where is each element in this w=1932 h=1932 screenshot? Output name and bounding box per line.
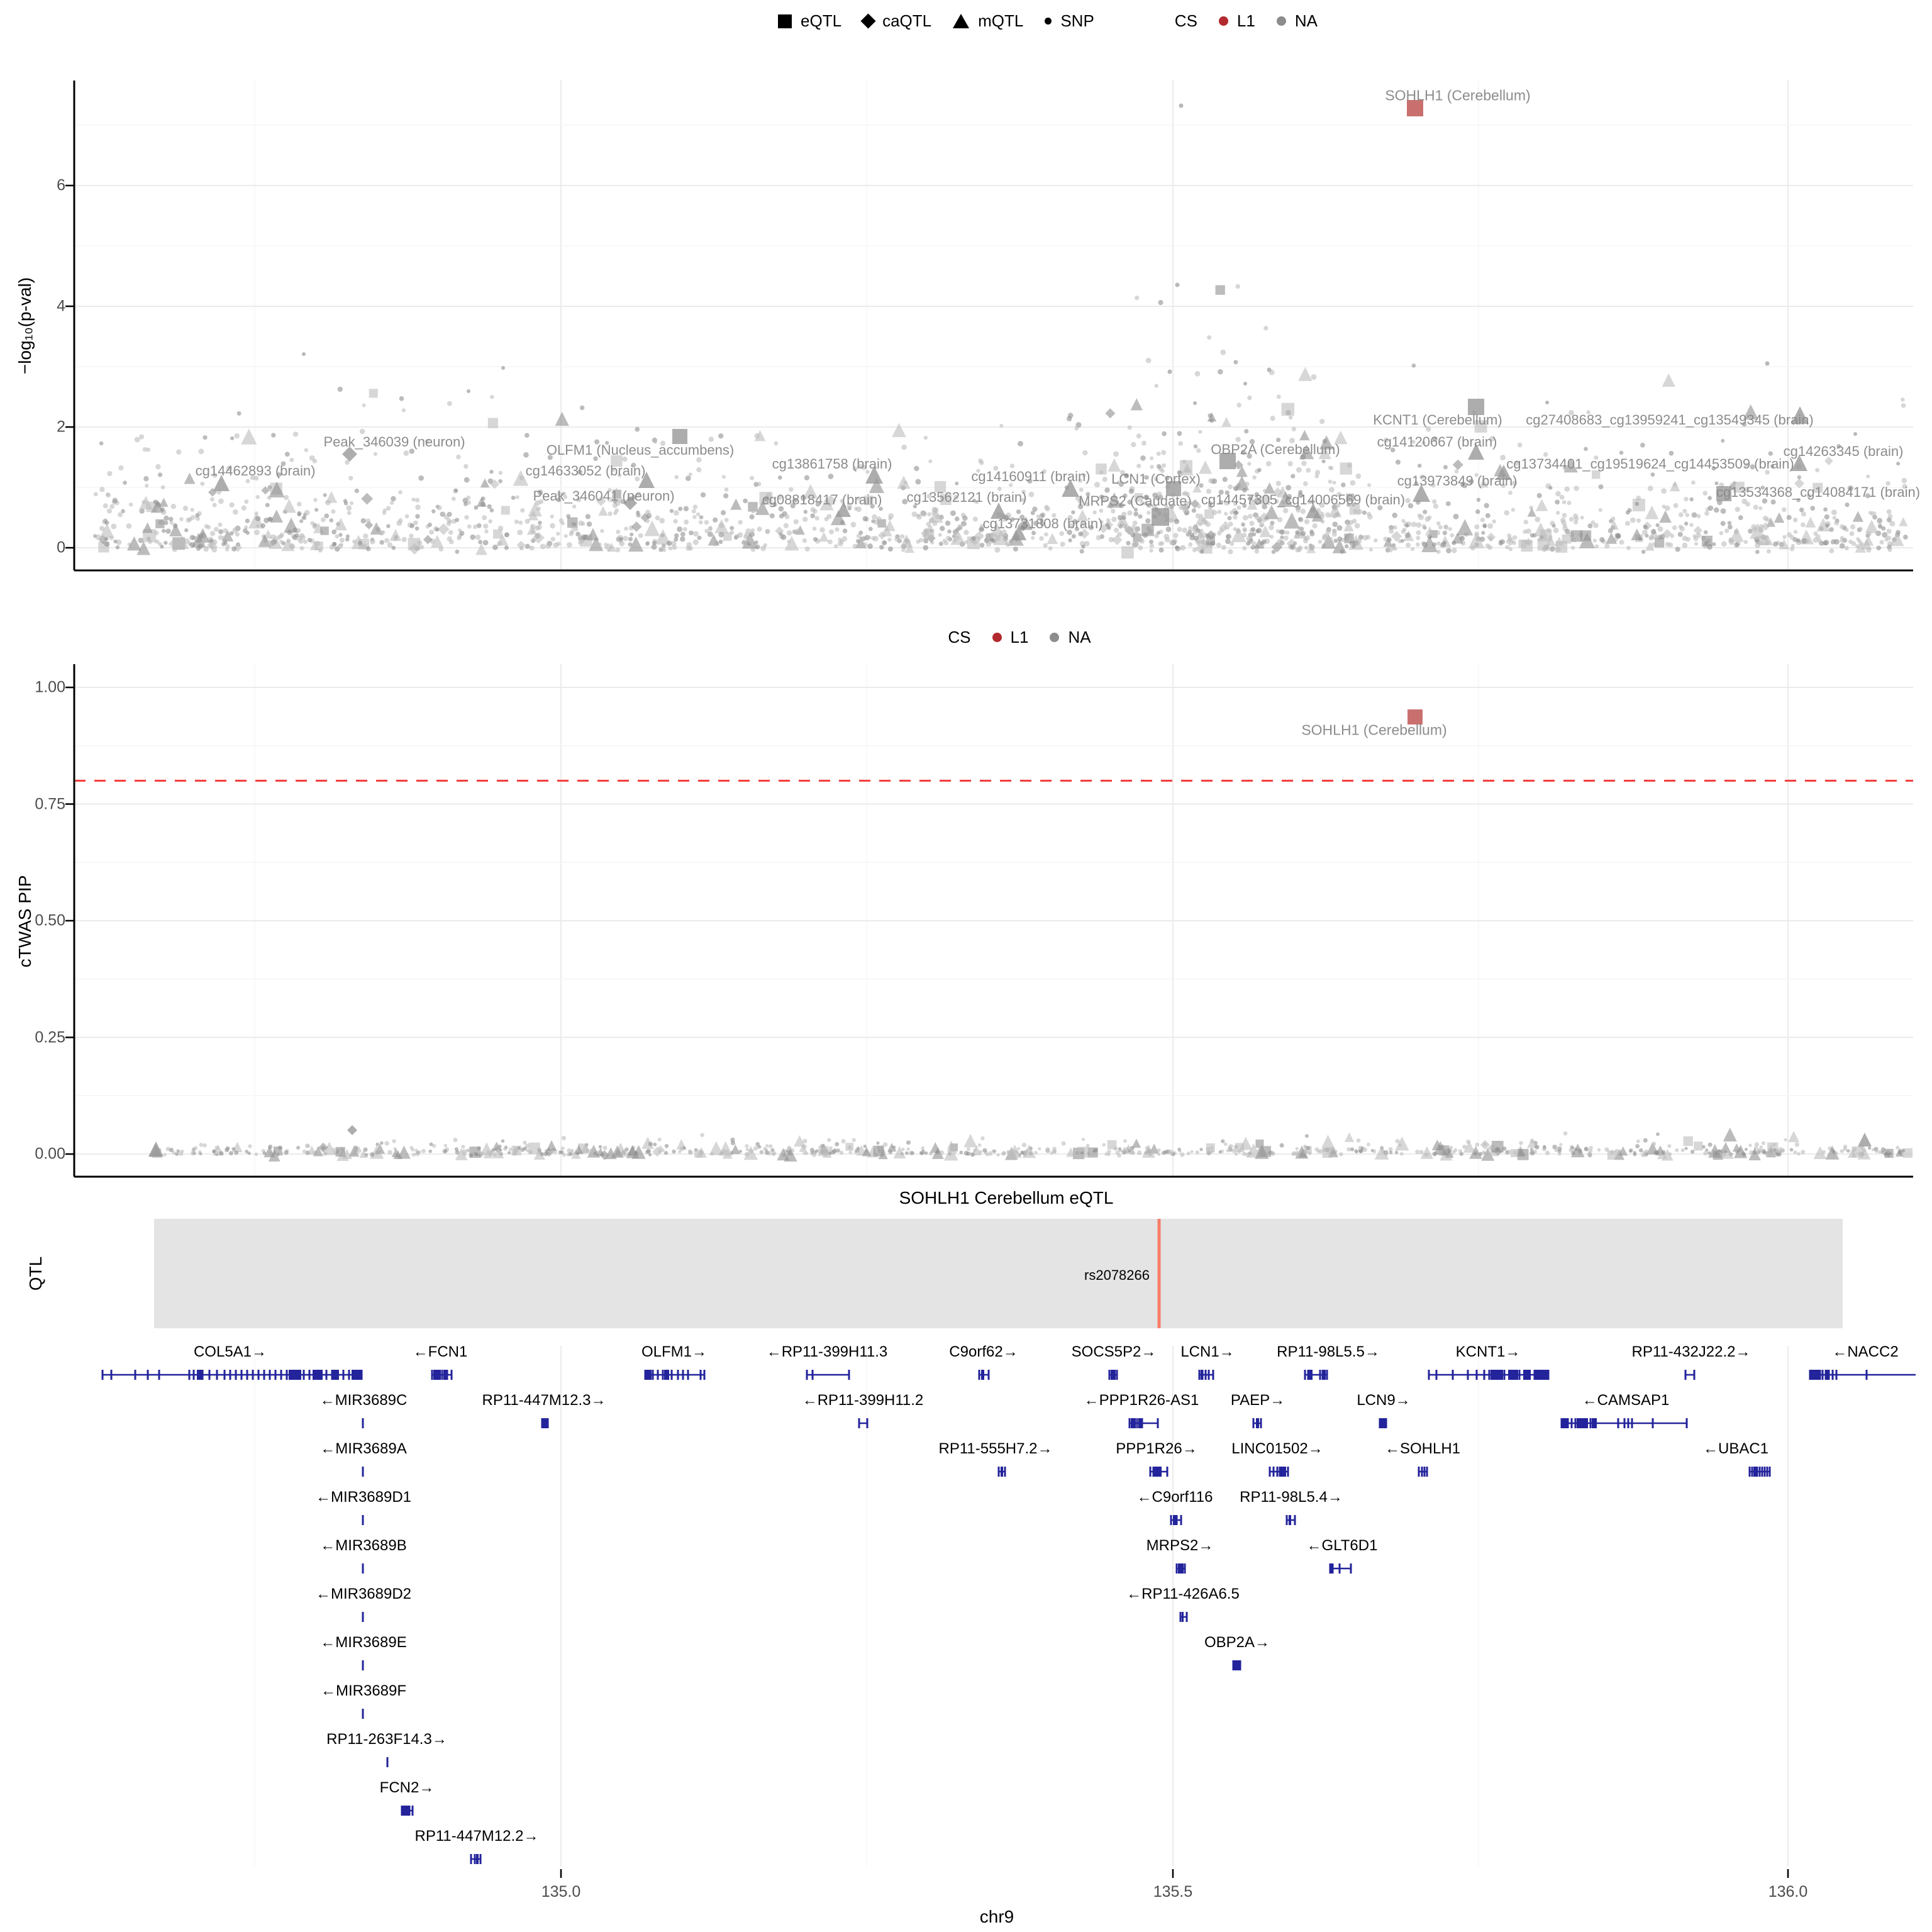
gene-label-mir3689f: ←MIR3689F [320,1682,407,1699]
legend2-cs-title-wrap [948,628,970,647]
point-label: cg13534368_cg14084171 (brain) [1716,484,1921,500]
gene-label-fcn1: ←FCN1 [413,1343,468,1360]
gene-model-fcn2 [401,1806,414,1816]
gene-label-olfm1: OLFM1→ [641,1343,708,1360]
gene-model-camsap1 [1561,1418,1688,1428]
legend-mqtl-label: mQTL [978,11,1024,30]
gene-label-rp11-399h11.3: ←RP11-399H11.3 [766,1343,888,1360]
point-label: cg14263345 (brain) [1783,443,1904,459]
gene-label-c9orf116: ←C9orf116 [1136,1489,1213,1506]
panel2-ytick-label: 0.25 [35,1028,65,1046]
panel1-ytick-label: 0 [57,538,65,557]
gene-label-ubac1: ←UBAC1 [1702,1440,1769,1457]
qtl-track [154,1219,1843,1328]
gene-label-mir3689d2: ←MIR3689D2 [315,1585,412,1602]
point-label: KCNT1 (Cerebellum) [1373,412,1502,428]
point-label: cg13861758 (brain) [772,456,892,472]
snp-rsid-label: rs2078266 [1084,1267,1150,1283]
x-axis-tick-label: 136.0 [1768,1883,1808,1901]
point-label: MRPS2 (Caudate) [1079,493,1192,509]
gene-model-rp11-447m12.3 [541,1418,549,1428]
gene-model-mir3689a [362,1467,364,1477]
gene-model-glt6d1 [1330,1563,1352,1574]
point-label: cg13734401_cg19519624_cg14453509 (brain) [1506,456,1794,472]
gene-model-mir3689e [362,1660,364,1670]
point-label: cg14633052 (brain) [525,463,646,479]
gene-label-nacc2: ←NACC2 [1832,1343,1899,1360]
legend-cs-group [1175,11,1197,31]
gene-label-rp11-555h7.2: RP11-555H7.2→ [938,1440,1053,1457]
gene-label-linc01502: LINC01502→ [1231,1440,1323,1457]
caqtl-diamond-icon [861,13,876,28]
gene-model-sohlh1 [1418,1467,1428,1477]
legend-snp-label: SNP [1060,11,1094,30]
gene-label-obp2a: OBP2A→ [1204,1634,1270,1651]
mqtl-triangle-icon [953,14,969,28]
gene-label-lcn1: LCN1→ [1180,1343,1235,1360]
legend-item-eqtl [778,11,841,31]
panel2-y-axis-title: cTWAS PIP [15,875,35,968]
panel2-highlight-label: SOHLH1 (Cerebellum) [1301,721,1447,738]
gene-label-mir3689c: ←MIR3689C [319,1392,408,1409]
point-label: cg14120667 (brain) [1377,434,1497,450]
panel1-y-axis-title: −log₁₀(p-val) [15,277,35,375]
gene-label-rp11-447m12.2: RP11-447M12.2→ [414,1828,539,1845]
cs-na-dot-icon [1050,633,1059,642]
snp-circle-icon [1045,18,1052,25]
gene-model-mir3689f [362,1709,364,1719]
point-label: OLFM1 (Nucleus_accumbens) [546,442,735,458]
gene-model-lcn9 [1379,1418,1387,1428]
legend2-l1-label: L1 [1010,628,1029,647]
gene-model-paep [1253,1418,1262,1428]
gene-model-nacc2 [1809,1370,1916,1380]
gene-model-fcn1 [431,1370,453,1380]
gene-model-rp11-399h11.3 [806,1370,850,1380]
gene-label-mrps2: MRPS2→ [1146,1537,1214,1554]
panel1-highlight-label: SOHLH1 (Cerebellum) [1385,87,1531,104]
gene-model-ubac1 [1749,1467,1771,1477]
x-axis-tick-label: 135.5 [1153,1883,1193,1901]
gene-model-mir3689d2 [362,1612,364,1622]
legend2-cs-title: CS [948,628,971,647]
gene-model-rp11-263f14.3 [387,1757,389,1767]
gene-label-col5a1: COL5A1→ [193,1343,267,1360]
gene-model-olfm1 [645,1370,706,1380]
point-label: cg13731808 (brain) [982,516,1103,531]
gene-label-socs5p2: SOCS5P2→ [1071,1343,1157,1360]
panel2-ytick-label: 0.75 [35,795,65,813]
qtl-band [154,1219,1843,1328]
gene-label-ppp1r26-as1: ←PPP1R26-AS1 [1084,1392,1199,1409]
legend2-item-l1 [992,628,1029,647]
point-label: cg27408683_cg13959241_cg13549345 (brain) [1526,412,1814,428]
gene-model-rp11-432j22.2 [1685,1370,1696,1380]
point-label: LCN1 (Cortex) [1111,471,1201,487]
point-label: cg13973849 (brain) [1397,473,1518,489]
legend2-na-label: NA [1068,628,1091,647]
gene-model-rp11-98l5.4 [1286,1515,1296,1525]
gene-label-rp11-263f14.3: RP11-263F14.3→ [326,1731,447,1748]
panel2-ytick-label: 0.00 [35,1145,65,1163]
gene-label-ppp1r26: PPP1R26→ [1116,1440,1197,1457]
legend-na-label: NA [1294,11,1318,30]
cs-na-dot-icon [1277,16,1286,26]
gene-model-rp11-98l5.5 [1304,1370,1328,1380]
gene-model-col5a1 [102,1370,363,1380]
legend-l1-label: L1 [1236,11,1255,30]
panel2-ytick-label: 1.00 [35,678,65,696]
gene-label-mir3689e: ←MIR3689E [320,1634,407,1651]
gene-model-mir3689c [362,1418,364,1428]
gene-model-c9orf116 [1170,1515,1182,1525]
legend-item-mqtl [953,11,1023,31]
point-label: cg08818417 (brain) [762,492,882,508]
panel1-ytick-label: 4 [57,297,65,315]
gene-label-rp11-432j22.2: RP11-432J22.2→ [1631,1343,1751,1360]
panel1-ytick-label: 2 [57,418,65,436]
gene-label-paep: PAEP→ [1230,1392,1285,1409]
gene-model-socs5p2 [1109,1370,1118,1380]
gene-label-rp11-426a6.5: ←RP11-426A6.5 [1126,1585,1240,1602]
gene-model-ppp1r26 [1150,1467,1169,1477]
gene-label-rp11-399h11.2: ←RP11-399H11.2 [802,1392,924,1409]
legend-middle [53,628,1932,647]
x-axis-tick-label: 135.0 [541,1883,581,1901]
gene-model-rp11-447m12.2 [470,1854,482,1864]
cs-l1-dot-icon [992,633,1002,642]
gene-label-camsap1: ←CAMSAP1 [1582,1392,1670,1409]
point-label: cg14462893 (brain) [195,463,316,479]
gene-model-lcn1 [1199,1370,1214,1380]
legend-item-l1 [1219,11,1255,31]
gene-label-rp11-447m12.3: RP11-447M12.3→ [482,1392,606,1409]
gene-label-fcn2: FCN2→ [379,1779,435,1796]
gene-model-kcnt1 [1428,1370,1550,1380]
point-label: OBP2A (Cerebellum) [1211,441,1340,457]
gene-model-c9orf62 [979,1370,990,1380]
gene-model-mrps2 [1176,1563,1186,1574]
legend-top [82,11,1932,31]
legend-item-caqtl [863,11,931,31]
panel1-ytick-label: 6 [57,176,65,194]
gene-label-lcn9: LCN9→ [1357,1392,1411,1409]
gene-model-rp11-426a6.5 [1180,1612,1188,1622]
point-label: cg14160911 (brain) [971,469,1091,484]
point-label: Peak_346041 (neuron) [533,488,675,504]
gene-model-mir3689b [362,1563,364,1574]
gene-label-glt6d1: ←GLT6D1 [1306,1537,1378,1554]
x-axis-title: chr9 [979,1907,1014,1926]
legend-caqtl-label: caQTL [882,11,932,30]
gene-model-rp11-555h7.2 [998,1467,1006,1477]
legend-item-snp [1045,11,1094,31]
cs-l1-dot-icon [1219,16,1228,26]
point-label: cg14457305_cg14006569 (brain) [1201,492,1406,508]
gene-label-mir3689a: ←MIR3689A [320,1440,407,1457]
gene-model-mir3689d1 [362,1515,364,1525]
point-label: cg13562121 (brain) [906,489,1027,505]
gene-label-c9orf62: C9orf62→ [949,1343,1018,1360]
legend-eqtl-label: eQTL [801,11,842,30]
legend-cs-title: CS [1174,11,1197,30]
point-label: Peak_346039 (neuron) [323,434,465,450]
gene-model-obp2a [1233,1660,1241,1670]
gene-label-sohlh1: ←SOHLH1 [1384,1440,1461,1457]
gene-model-linc01502 [1269,1467,1289,1477]
gene-label-rp11-98l5.5: RP11-98L5.5→ [1277,1343,1380,1360]
legend-item-na [1277,11,1318,31]
panel2-background-points [149,1128,1913,1162]
gene-label-mir3689b: ←MIR3689B [320,1537,407,1554]
gene-label-rp11-98l5.4: RP11-98L5.4→ [1240,1489,1343,1506]
gene-label-mir3689d1: ←MIR3689D1 [315,1489,412,1506]
panel2-ytick-label: 0.50 [35,911,65,930]
legend2-item-na [1050,628,1091,647]
gene-label-kcnt1: KCNT1→ [1455,1343,1521,1360]
eqtl-square-icon [778,14,792,28]
qtl-panel-title: SOHLH1 Cerebellum eQTL [899,1188,1114,1208]
qtl-y-axis-title: QTL [26,1256,45,1291]
gene-model-rp11-399h11.2 [858,1418,869,1428]
gene-model-ppp1r26-as1 [1129,1418,1159,1428]
